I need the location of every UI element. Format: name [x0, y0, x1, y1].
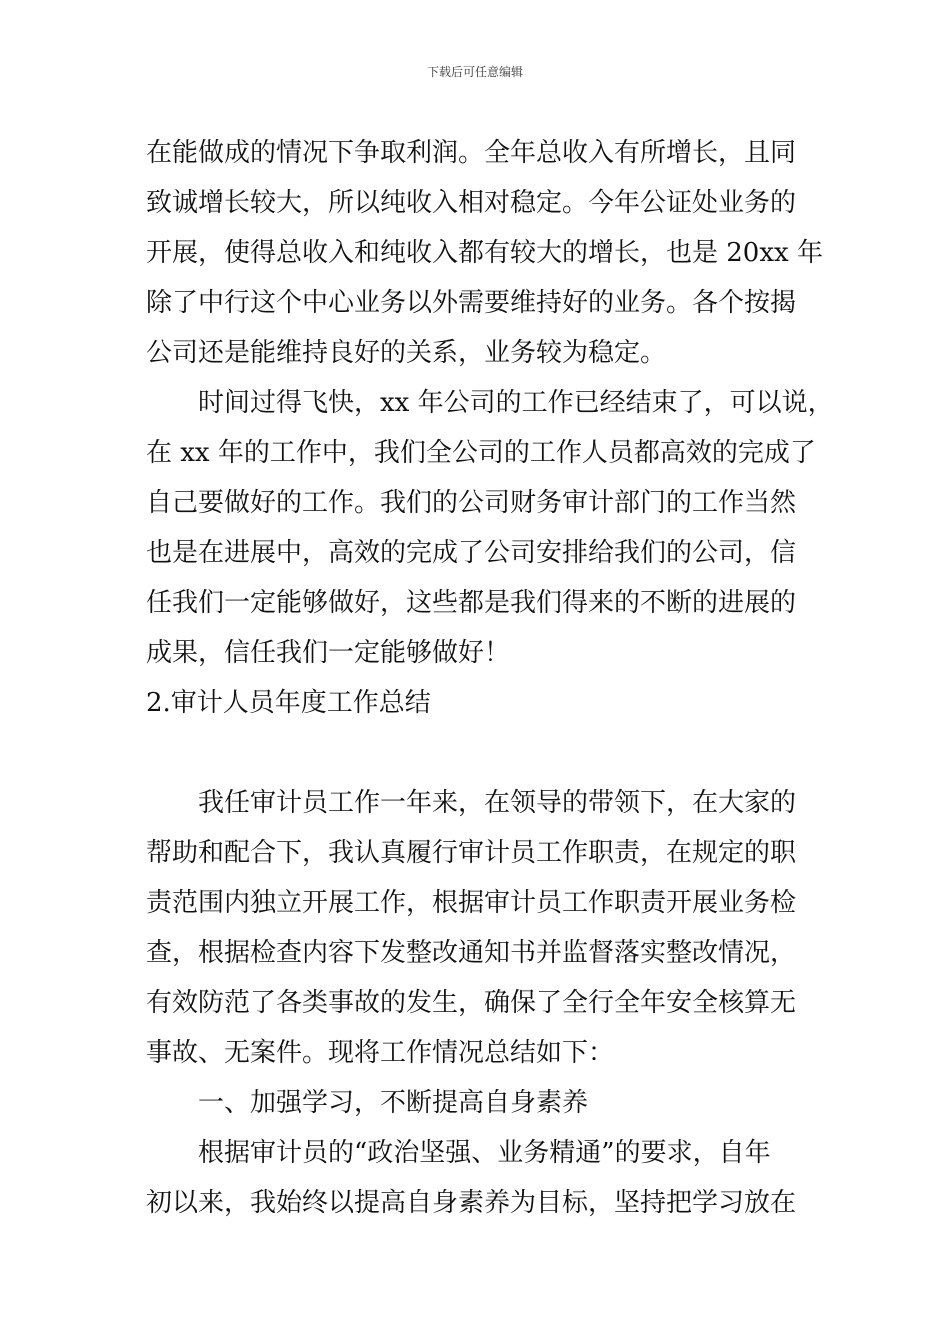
page-header: 下载后可任意编辑: [426, 65, 523, 79]
paragraph-line: 事故、无案件。现将工作情况总结如下：: [146, 1038, 615, 1068]
paragraph-line: 任我们一定能够做好，这些都是我们得来的不断的进展的: [146, 588, 797, 618]
paragraph-line: 查，根据检查内容下发整改通知书并监督落实整改情况，: [146, 938, 797, 968]
section-heading: 2.审计人员年度工作总结: [146, 688, 431, 718]
paragraph-line: 在 xx 年的工作中，我们全公司的工作人员都高效的完成了: [146, 438, 816, 468]
paragraph-line: 成果，信任我们一定能够做好！: [146, 638, 511, 668]
paragraph-line: 我任审计员工作一年来，在领导的带领下，在大家的: [198, 788, 797, 818]
paragraph-line: 除了中行这个中心业务以外需要维持好的业务。各个按揭: [146, 288, 797, 318]
document-body: [146, 128, 834, 1228]
paragraph-line: 责范围内独立开展工作，根据审计员工作职责开展业务检: [146, 888, 797, 918]
paragraph-line: 时间过得飞快，xx 年公司的工作已经结束了，可以说，: [198, 388, 834, 418]
subsection-heading: 一、加强学习，不断提高自身素养: [198, 1088, 589, 1118]
paragraph-line: 开展，使得总收入和纯收入都有较大的增长，也是 20xx 年: [146, 238, 823, 268]
paragraph-line: 公司还是能维持良好的关系，业务较为稳定。: [146, 338, 667, 368]
paragraph-line: 也是在进展中，高效的完成了公司安排给我们的公司，信: [146, 538, 797, 568]
paragraph-line: 自己要做好的工作。我们的公司财务审计部门的工作当然: [146, 488, 797, 518]
paragraph-line: 在能做成的情况下争取利润。全年总收入有所增长，且同: [146, 138, 797, 168]
blank-line: [146, 728, 816, 778]
paragraph-line: 根据审计员的“政治坚强、业务精通”的要求，自年: [198, 1138, 771, 1168]
paragraph-line: 有效防范了各类事故的发生，确保了全行全年安全核算无: [146, 988, 797, 1018]
paragraph-line: 致诚增长较大，所以纯收入相对稳定。今年公证处业务的: [146, 188, 797, 218]
paragraph-line: 帮助和配合下，我认真履行审计员工作职责，在规定的职: [146, 838, 797, 868]
paragraph-line: 初以来，我始终以提高自身素养为目标，坚持把学习放在: [146, 1188, 797, 1218]
